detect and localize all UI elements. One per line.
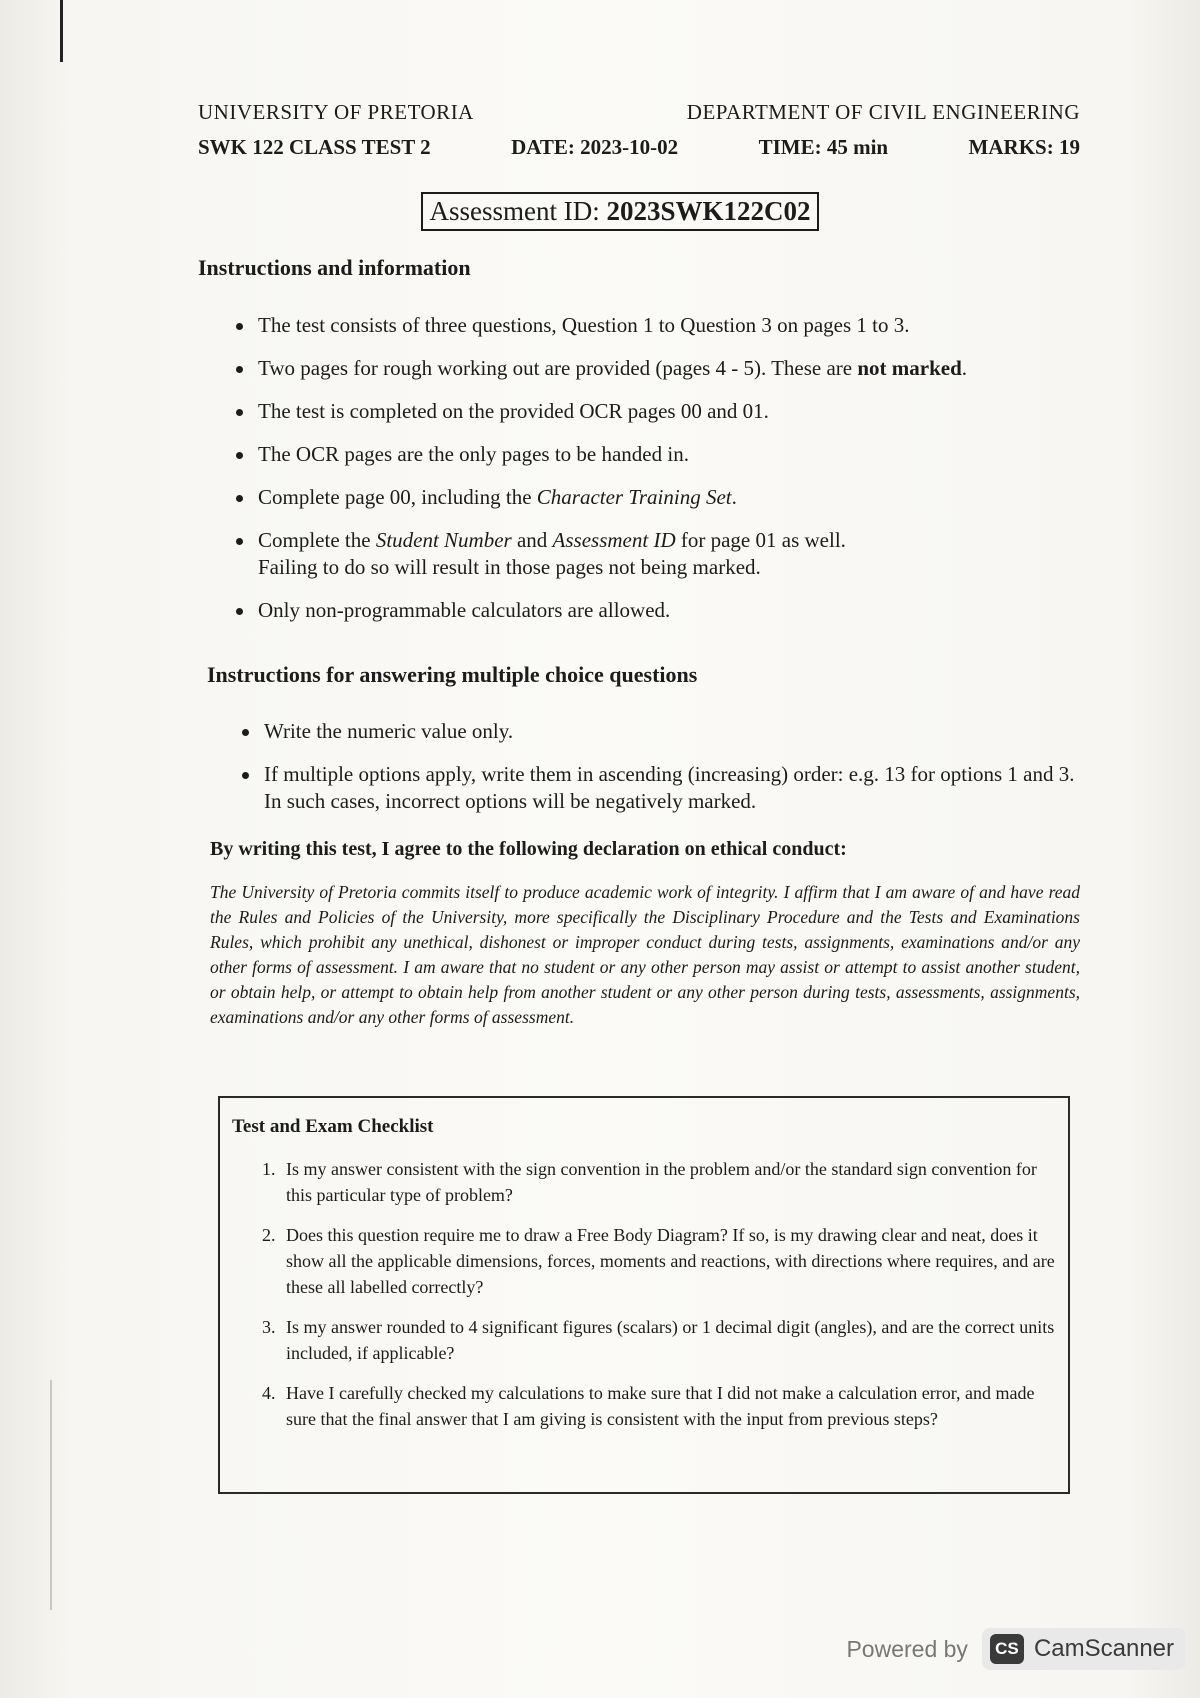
- test-name: SWK 122 CLASS TEST 2: [198, 135, 431, 159]
- instruction-item: The test is completed on the provided OCR pages 00 and 01.: [234, 398, 1074, 425]
- checklist-title: Test and Exam Checklist: [232, 1116, 434, 1137]
- instructions-title: Instructions and information: [198, 255, 471, 280]
- test-date: DATE: 2023-10-02: [511, 135, 679, 159]
- instruction-item: The OCR pages are the only pages to be handed in.: [234, 441, 1074, 468]
- camscanner-badge: [982, 1628, 1186, 1670]
- department-name: DEPARTMENT OF CIVIL ENGINEERING: [686, 100, 1080, 124]
- assessment-id-label: Assessment ID:: [429, 196, 600, 226]
- university-name: UNIVERSITY OF PRETORIA: [198, 100, 474, 124]
- camscanner-watermark: [846, 1628, 1186, 1670]
- mcq-item: Write the numeric value only.: [240, 718, 1080, 745]
- instruction-item: Only non-programmable calculators are allowed.: [234, 597, 1074, 624]
- checklist-item: 2. Does this question require me to draw a Free Body Diagram? If so, is my drawing clear and neat, does it show all the applicable dimensions, forces, moments and reactions, with directions where requires, and are these all labelled correctly?: [280, 1222, 1056, 1300]
- scan-margin-line: [50, 1380, 52, 1610]
- declaration-title: By writing this test, I agree to the following declaration on ethical conduct:: [210, 838, 847, 860]
- instruction-item: Complete the Student Number and Assessment ID for page 01 as well. Failing to do so will result in those pages not being marked.: [234, 527, 1074, 581]
- mcq-title: Instructions for answering multiple choice questions: [207, 662, 698, 687]
- checklist-list: [232, 1156, 1056, 1432]
- powered-by-text: Powered by: [846, 1635, 968, 1662]
- scan-edge-mark: [60, 0, 63, 62]
- page-header: [198, 100, 1080, 160]
- test-marks: MARKS: 19: [968, 135, 1080, 159]
- checklist-item: 1. Is my answer consistent with the sign convention in the problem and/or the standard sign convention for this particular type of problem?: [280, 1156, 1056, 1208]
- test-time: TIME: 45 min: [758, 135, 889, 159]
- checklist-box: [218, 1096, 1070, 1494]
- declaration-text: The University of Pretoria commits itself to produce academic work of integrity. I affirm that I am aware of and have read the Rules and Policies of the University, more specifically the Disciplinary Procedure and the Tests and Examinations Rules, which prohibit any unethical, dishonest or improper conduct during tests, assignments, examinations and/or any other forms of assessment. I am aware that no student or any other person may assist or attempt to assist another student, or obtain help, or attempt to obtain help from another student or any other person during tests, assessments, assignments, examinations and/or any other forms of assessment.: [210, 882, 1080, 1027]
- assessment-id-value: 2023SWK122C02: [606, 196, 811, 226]
- assessment-id-box: [421, 192, 818, 231]
- instructions-list: [234, 312, 1074, 640]
- instruction-item: The test consists of three questions, Question 1 to Question 3 on pages 1 to 3.: [234, 312, 1074, 339]
- mcq-item: If multiple options apply, write them in ascending (increasing) order: e.g. 13 for options 1 and 3. In such cases, incorrect options will be negatively marked.: [240, 761, 1080, 815]
- instruction-item: Complete page 00, including the Character Training Set.: [234, 484, 1074, 511]
- checklist-item: 4. Have I carefully checked my calculations to make sure that I did not make a calculation error, and made sure that the final answer that I am giving is consistent with the input from previous steps?: [280, 1380, 1056, 1432]
- instruction-item: Two pages for rough working out are provided (pages 4 - 5). These are not marked.: [234, 355, 1074, 382]
- checklist-item: 3. Is my answer rounded to 4 significant figures (scalars) or 1 decimal digit (angles), and are the correct units included, if applicable?: [280, 1314, 1056, 1366]
- mcq-list: [240, 718, 1080, 831]
- camscanner-logo-icon: CS: [990, 1634, 1024, 1664]
- camscanner-brand: CamScanner: [1033, 1635, 1174, 1662]
